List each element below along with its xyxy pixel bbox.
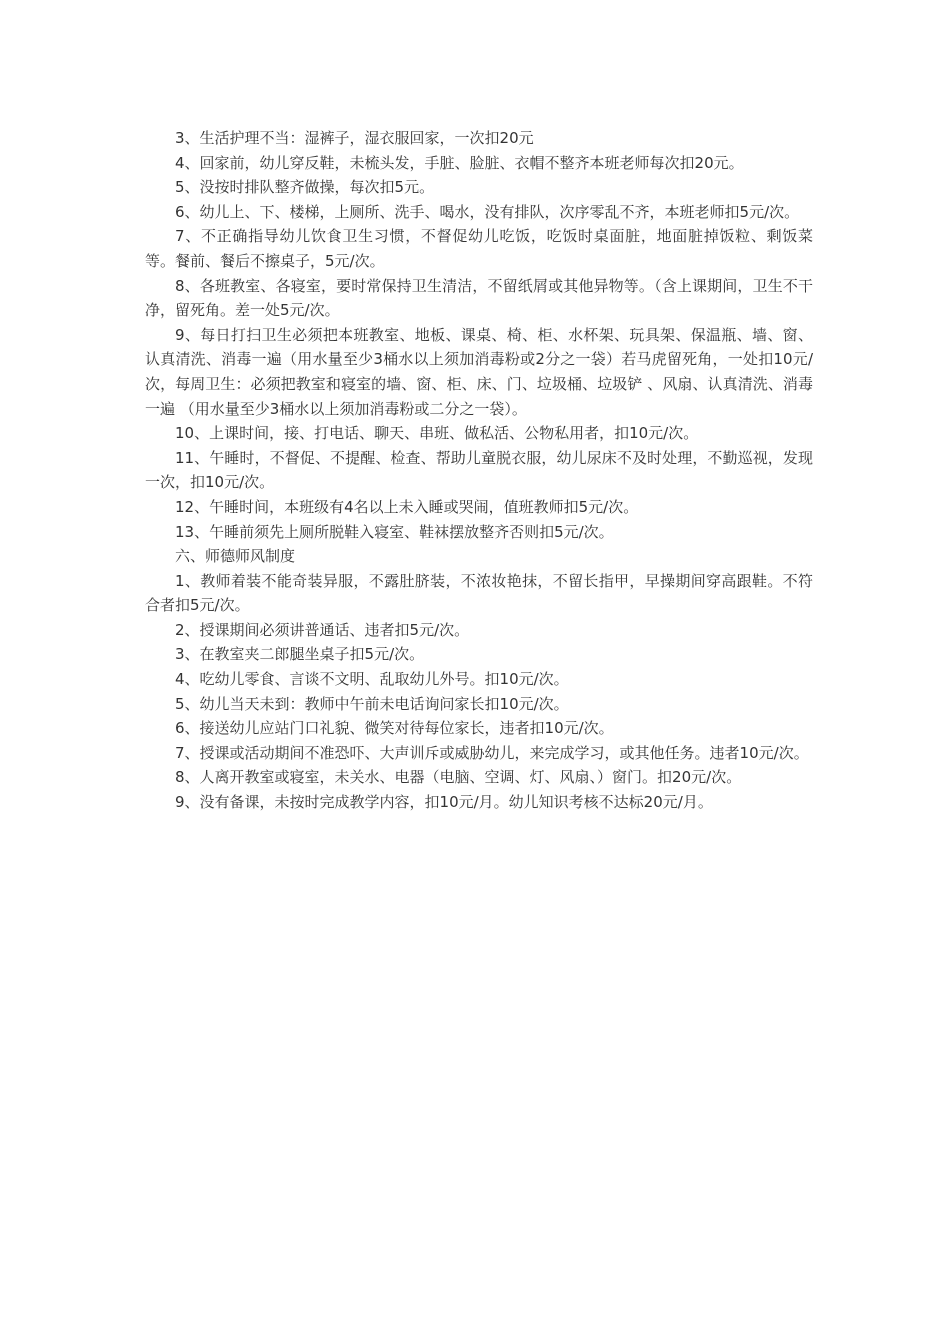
rule-paragraph: 1、教师着装不能奇装异服，不露肚脐装，不浓妆艳抹，不留长指甲，早操期间穿高跟鞋。不符合者扣5元/次。 [145,571,813,615]
rule-paragraph: 2、授课期间必须讲普通话、违者扣5元/次。 [175,620,470,639]
rule-paragraph: 11、午睡时，不督促、不提醒、检查、帮助儿童脱衣服，幼儿尿床不及时处理，不勤巡视，发现一次，扣10元/次。 [145,448,813,492]
rule-paragraph: 5、幼儿当天未到：教师中午前未电话询问家长扣10元/次。 [175,694,569,713]
rule-paragraph: 6、接送幼儿应站门口礼貌、微笑对待每位家长，违者扣10元/次。 [175,719,614,738]
rule-paragraph: 7、不正确指导幼儿饮食卫生习惯，不督促幼儿吃饭，吃饭时桌面脏，地面脏掉饭粒、剩饭菜等。餐前、餐后不擦桌子，5元/次。 [145,227,813,270]
rule-paragraph: 8、各班教室、各寝室，要时常保持卫生清洁，不留纸屑或其他异物等。（含上课期间，卫生不干净，留死角。差一处5元/次。 [145,276,813,320]
rule-paragraph: 9、每日打扫卫生必须把本班教室、地板、课桌、椅、柜、水杯架、玩具架、保温瓶、墙、窗、 认真清洗、消毒一遍（用水量至少3桶水以上须加消毒粉或2分之一袋）若马虎留死角，一处扣10元/次，每周卫生：必须把教室和寝室的墙、窗、柜、床、门、垃圾桶、垃圾铲 、风扇、认真清洗、消毒一遍 （用水量至少3桶水以上须加消毒粉或二分之一袋）。 [145,325,813,418]
rule-paragraph: 3、生活护理不当：湿裤子，湿衣服回家，一次扣20元 [175,129,534,147]
section-heading: 六、师德师风制度 [175,547,296,566]
rule-paragraph: 5、没按时排队整齐做操，每次扣5元。 [175,178,435,197]
document-body [145,126,813,815]
rule-paragraph: 9、没有备课，未按时完成教学内容，扣10元/月。幼儿知识考核不达标20元/月。 [175,793,713,812]
rule-paragraph: 13、午睡前须先上厕所脱鞋入寝室、鞋袜摆放整齐否则扣5元/次。 [175,522,614,541]
rule-paragraph: 8、人离开教室或寝室，未关水、电器（电脑、空调、灯、风扇、）窗门。扣20元/次。 [175,768,742,787]
rule-paragraph: 4、吃幼儿零食、言谈不文明、乱取幼儿外号。扣10元/次。 [175,670,569,689]
rule-paragraph: 7、授课或活动期间不准恐吓、大声训斥或威胁幼儿，来完成学习，或其他任务。违者10元/次。 [175,743,809,762]
rule-paragraph: 10、上课时间，接、打电话、聊天、串班、做私活、公物私用者，扣10元/次。 [175,424,699,443]
rule-paragraph: 4、回家前，幼儿穿反鞋，未梳头发，手脏、脸脏、衣帽不整齐本班老师每次扣20元。 [175,153,744,172]
rule-paragraph: 3、在教室夹二郎腿坐桌子扣5元/次。 [175,645,425,664]
rule-paragraph: 6、幼儿上、下、楼梯，上厕所、洗手、喝水，没有排队，次序零乱不齐，本班老师扣5元/次。 [175,202,800,221]
rule-paragraph: 12、午睡时间，本班级有4名以上未入睡或哭闹，值班教师扣5元/次。 [175,497,639,516]
